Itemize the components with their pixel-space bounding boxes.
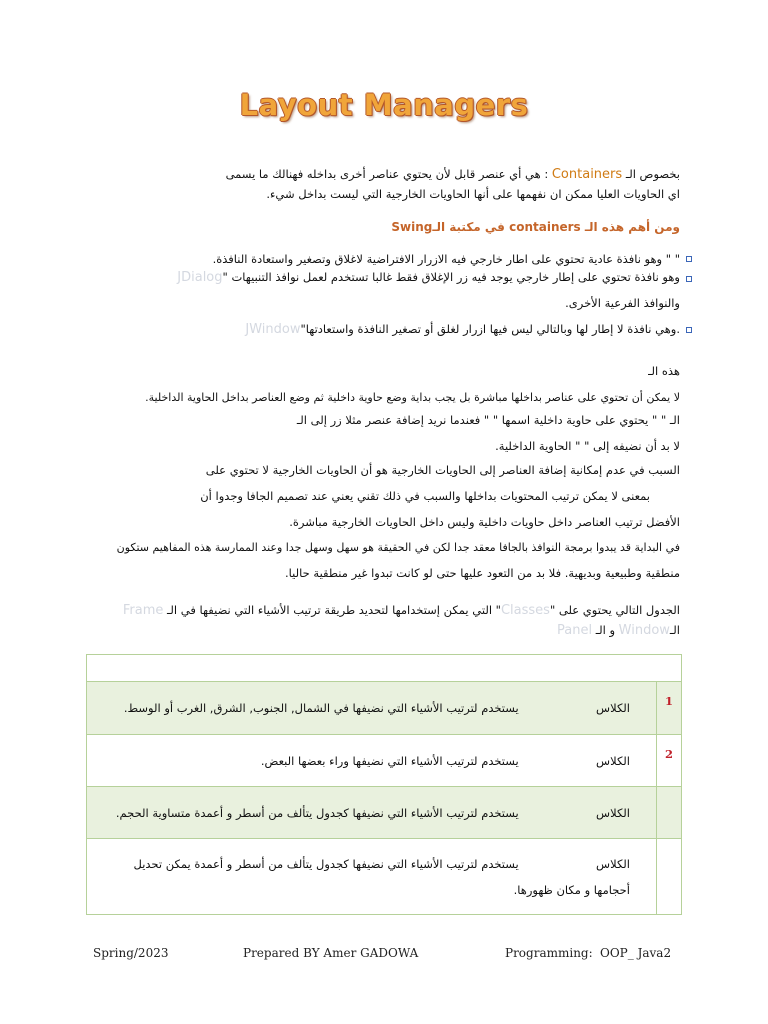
row-label: الكلاس xyxy=(596,753,630,768)
swing-heading-post: في مكتبة الـ xyxy=(432,220,505,234)
table-intro-pre: الجدول التالي يحتوي على " xyxy=(549,603,680,617)
layout-classes-table xyxy=(86,654,682,915)
paragraph-3: الـ " " يحتوي على حاوية داخلية اسمها " " فعندما نريد إضافة عنصر مثلا زر إلى الـ xyxy=(296,413,680,427)
bullet-text: " " وهو نافذة عادية تحتوي على اطار خارجي فيه الازرار الافتراضية لاغلاق وتصغير واستعادة النافذة. xyxy=(212,252,680,266)
intro-line-1 xyxy=(80,167,680,182)
bullet-marker-icon xyxy=(686,256,692,262)
row-number xyxy=(657,787,682,839)
faded-keyword: JDialog xyxy=(177,270,223,285)
row-label: الكلاس xyxy=(596,701,630,715)
classes-keyword: Classes xyxy=(500,603,550,618)
swing-heading-pre: ومن أهم هذه الـ xyxy=(584,220,680,234)
bullet-text: " وهو نافذة تحتوي على إطار خارجي يوجد فيه زر الإغلاق فقط غالبا تستخدم لعمل نوافذ التنبيهات xyxy=(222,270,680,284)
paragraph-7: الأفضل ترتيب العناصر داخل حاويات داخلية وليس داخل الحاويات الخارجية مباشرة. xyxy=(289,515,680,529)
table-row xyxy=(87,682,682,735)
table-intro-line-2 xyxy=(80,623,680,638)
footer-course-label: Programming: xyxy=(505,946,593,960)
intro-line-2: اي الحاويات العليا ممكن ان نفهمها على أنها الحاويات الخارجية التي ليست بداخل شيء. xyxy=(266,187,680,201)
table-row xyxy=(87,787,682,839)
bullet-marker-icon xyxy=(686,327,692,333)
bullet-item-jframe xyxy=(80,252,680,267)
row-desc: يستخدم لترتيب الأشياء التي نضيفها في الشمال, الجنوب, الشرق, الغرب أو الوسط. xyxy=(123,701,519,715)
paragraph-9: منطقية وطبيعية وبديهية. فلا بد من التعود عليها حتى لو كانت تبدوا غير منطقية حاليا. xyxy=(285,566,680,580)
paragraph-2: لا يمكن أن تحتوي على عناصر بداخلها مباشرة بل يجب بداية وضع حاوية داخلية ثم وضع العناصر بداخل الحاوية الداخلية. xyxy=(145,391,680,404)
intro-pre: بخصوص الـ xyxy=(625,167,680,181)
page-title: Layout Managers xyxy=(239,88,529,122)
row-desc: يستخدم لترتيب الأشياء التي نضيفها كجدول يتألف من أسطر و أعمدة متساوية الحجم. xyxy=(115,805,519,820)
table-intro-l2-mid: و الـ xyxy=(595,623,615,637)
table-header-cell xyxy=(87,655,682,682)
paragraph-1: هذه الـ xyxy=(648,364,680,378)
row-desc-continuation: أحجامها و مكان ظهورها. xyxy=(513,882,630,897)
table-cell-desc xyxy=(87,787,657,839)
footer-author: Prepared BY Amer GADOWA xyxy=(243,946,419,960)
bullet-marker-icon xyxy=(686,276,692,282)
swing-heading xyxy=(80,220,680,235)
bullet-item-jdialog xyxy=(80,270,680,285)
faded-keyword: JWindow xyxy=(245,322,301,337)
swing-heading-lib: Swing xyxy=(391,220,433,234)
window-keyword: Window xyxy=(618,623,670,638)
panel-keyword: Panel xyxy=(556,623,593,638)
row-number: 2 xyxy=(657,735,682,787)
table-header-row xyxy=(87,655,682,682)
row-number xyxy=(657,839,682,915)
row-first-line xyxy=(88,851,630,877)
paragraph-6: بمعنى لا يمكن ترتيب المحتويات بداخلها والسبب في ذلك تقني يعني عند تصميم الجافا وجدوا أن xyxy=(200,489,650,503)
row-desc: يستخدم لترتيب الأشياء التي نضيفها كجدول يتألف من أسطر و أعمدة يمكن تحديل xyxy=(133,856,519,871)
row-desc: يستخدم لترتيب الأشياء التي نضيفها وراء بعضها البعض. xyxy=(260,753,519,768)
row-label: الكلاس xyxy=(596,856,630,871)
bullet-text: "وهي نافذة لا إطار لها وبالتالي ليس فيها ازرار لغلق أو تصغير النافذة واستعادتها. xyxy=(300,322,680,336)
paragraph-8: في البداية قد يبدوا برمجة النوافذ بالجافا معقد جدا لكن في الحقيقة هو سهل وسهل جدا وعند الممارسة هذه المفاهيم ستكون xyxy=(116,541,680,554)
table-cell-desc xyxy=(87,839,657,915)
table-row xyxy=(87,735,682,787)
swing-heading-kw: containers xyxy=(509,220,581,234)
bullet-continuation: والنوافذ الفرعية الأخرى. xyxy=(565,296,680,310)
table-cell-desc xyxy=(87,682,657,735)
row-number: 1 xyxy=(657,682,682,735)
containers-keyword: Containers xyxy=(551,167,623,182)
paragraph-4: لا بد أن نضيفه إلى " " الحاوية الداخلية. xyxy=(495,439,680,453)
table-intro-post: " التي يمكن إستخدامها لتحديد طريقة ترتيب الأشياء التي نضيفها في الـ xyxy=(167,603,501,617)
table-intro-line-1 xyxy=(80,603,680,618)
intro-post: : هي أي عنصر قابل لأن يحتوي عناصر أخرى بداخله فهنالك ما يسمى xyxy=(225,167,549,181)
table-cell-desc xyxy=(87,735,657,787)
footer-semester: Spring/2023 xyxy=(93,946,169,960)
table-row xyxy=(87,839,682,915)
frame-keyword: Frame xyxy=(122,603,164,618)
row-label: الكلاس xyxy=(596,805,630,820)
table-intro-l2-pre: الـ xyxy=(669,623,680,637)
bullet-item-jwindow xyxy=(80,322,680,337)
paragraph-5: السبب في عدم إمكانية إضافة العناصر إلى الحاويات الخارجية هو أن الحاويات الخارجية لا تحتوي على xyxy=(205,463,680,477)
footer-course-value: OOP_ Java2 xyxy=(600,946,672,960)
